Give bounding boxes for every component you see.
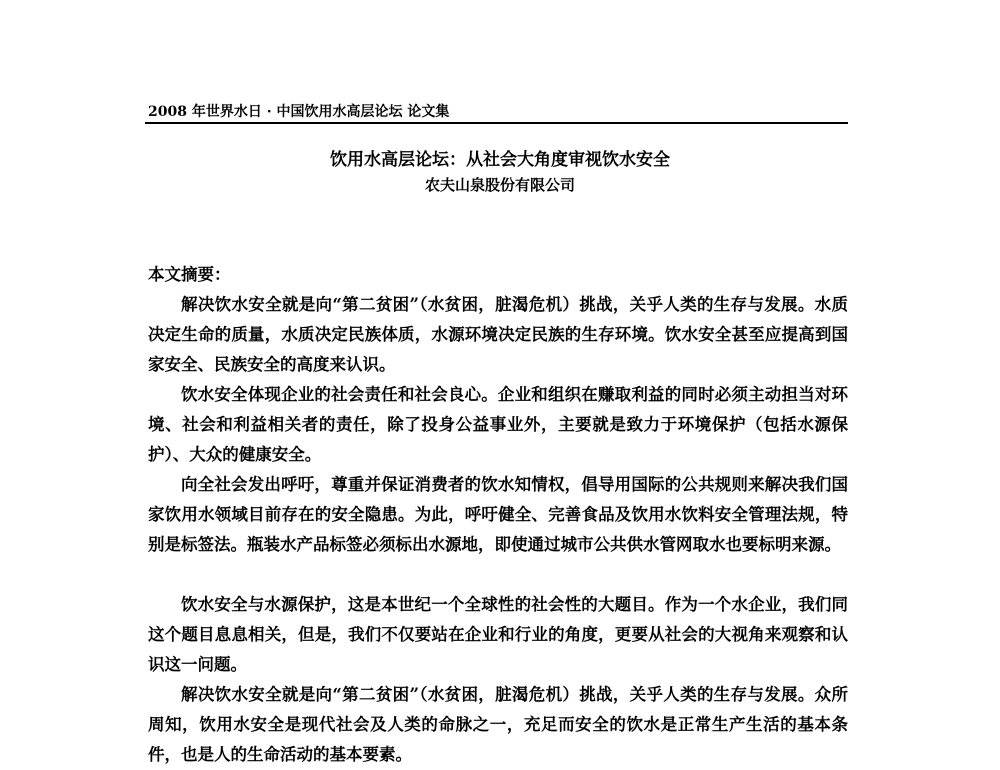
abstract-paragraph: 饮水安全体现企业的社会责任和社会良心。企业和组织在赚取利益的同时必须主动担当对环境、社会和利益相关者的责任，除了投身公益事业外，主要就是致力于环境保护（包括水源保护）、大众的健康安全。 [148,385,848,464]
abstract-paragraph: 向全社会发出呼吁，尊重并保证消费者的饮水知情权，倡导用国际的公共规则来解决我们国家饮用水领域目前存在的安全隐患。为此，呼吁健全、完善食品及饮用水饮料安全管理法规，特别是标签法。瓶装水产品标签必须标出水源地，即使通过城市公共供水管网取水也要标明来源。 [148,475,848,554]
section-gap [148,560,848,590]
abstract-paragraph: 解决饮水安全就是向“第二贫困”（水贫困，脏渴危机）挑战，关乎人类的生存与发展。水质决定生命的质量，水质决定民族体质，水源环境决定民族的生存环境。饮水安全甚至应提高到国家安全、民族安全的高度来认识。 [148,295,848,374]
running-header: 2008 年世界水日 · 中国饮用水高层论坛 论文集 [148,104,450,120]
body-paragraph: 解决饮水安全就是向“第二贫困”（水贫困，脏渴危机）挑战，关乎人类的生存与发展。众所周知，饮用水安全是现代社会及人类的命脉之一，充足而安全的饮水是正常生产生活的基本条件，也是人的生命活动的基本要素。 [148,685,848,764]
article-title: 饮用水高层论坛：从社会大角度审视饮水安全 [330,150,670,170]
article-author: 农夫山泉股份有限公司 [424,176,575,194]
header-rule [145,122,848,124]
article-body [148,260,848,770]
body-paragraph: 饮水安全与水源保护，这是本世纪一个全球性的社会性的大题目。作为一个水企业，我们同这个题目息息相关，但是，我们不仅要站在企业和行业的角度，更要从社会的大视角来观察和认识这一问题。 [148,595,848,674]
abstract-label: 本文摘要： [148,265,231,284]
